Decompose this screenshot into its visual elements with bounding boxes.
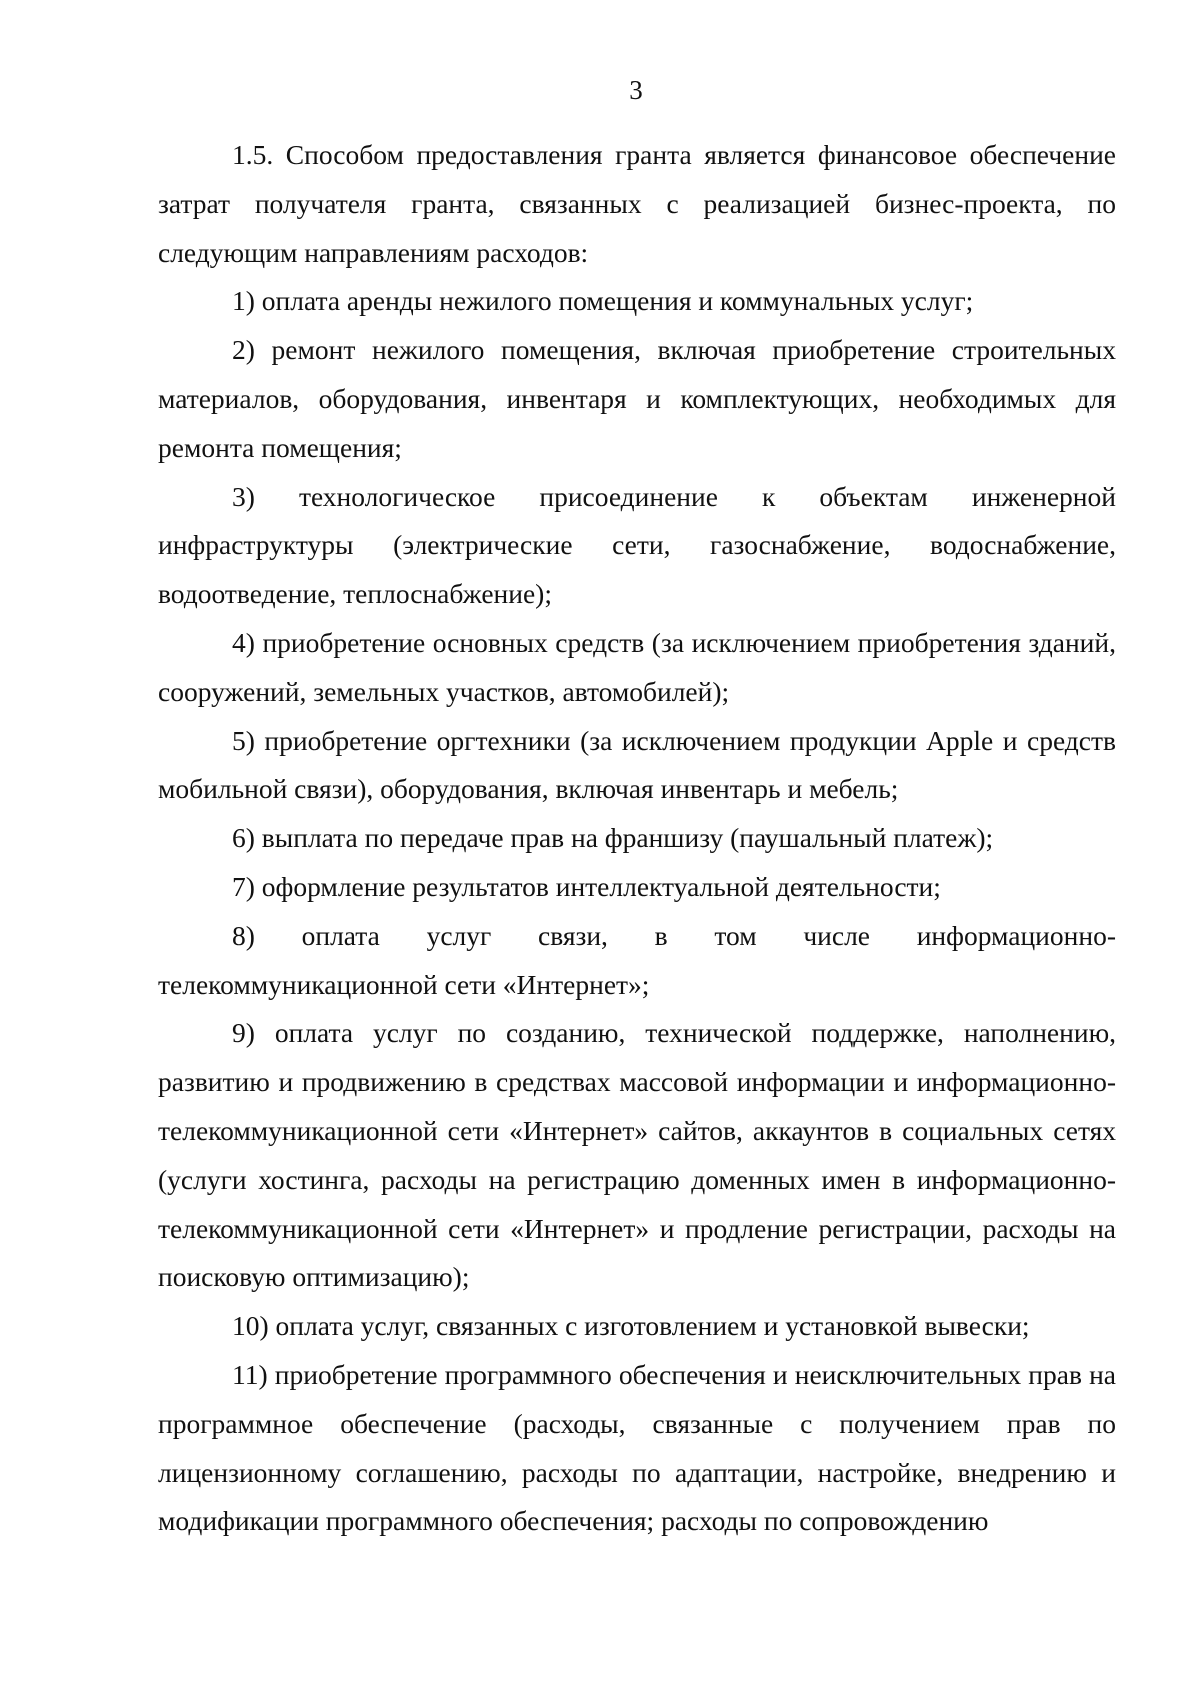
list-item-9: 9) оплата услуг по созданию, технической поддержке, наполнению, развитию и продвижению в средствах массовой информации и информационно-телекоммуникационной сети «Интернет» сайтов, аккаунтов в социальных сетях (услуги хостинга, расходы на регистрацию доменных имен в информационно-телекоммуникационной сети «Интернет» и продление регистрации, расходы на поисковую оптимизацию);	[158, 1017, 1116, 1293]
paragraph-1-5: 1.5. Способом предоставления гранта является финансовое обеспечение затрат получателя гранта, связанных с реализацией бизнес-проекта, по следующим направлениям расходов:	[158, 139, 1116, 268]
list-item-8: 8) оплата услуг связи, в том числе информационно-телекоммуникационной сети «Интернет»;	[158, 919, 1116, 1000]
list-item-2: 2) ремонт нежилого помещения, включая приобретение строительных материалов, оборудования, инвентаря и комплектующих, необходимых для ремонта помещения;	[158, 334, 1116, 463]
list-item-4: 4) приобретение основных средств (за исключением приобретения зданий, сооружений, земельных участков, автомобилей);	[158, 626, 1116, 707]
page-number: 3	[629, 75, 643, 105]
list-item-10: 10) оплата услуг, связанных с изготовлением и установкой вывески;	[232, 1310, 1030, 1342]
list-item-7: 7) оформление результатов интеллектуальной деятельности;	[232, 870, 941, 902]
list-item-11: 11) приобретение программного обеспечения и неисключительных прав на программное обеспечение (расходы, связанные с получением прав по лицензионному соглашению, расходы по адаптации, настройке, внедрению и модификации программного обеспечения; расходы по сопровождению	[158, 1358, 1116, 1537]
document-body	[158, 131, 1116, 1546]
list-item-6: 6) выплата по передаче прав на франшизу (паушальный платеж);	[232, 822, 994, 854]
list-item-1: 1) оплата аренды нежилого помещения и коммунальных услуг;	[232, 285, 974, 317]
list-item-5: 5) приобретение оргтехники (за исключением продукции Apple и средств мобильной связи), оборудования, включая инвентарь и мебель;	[158, 724, 1116, 805]
list-item-3: 3) технологическое присоединение к объектам инженерной инфраструктуры (электрические сети, газоснабжение, водоснабжение, водоотведение, теплоснабжение);	[158, 480, 1116, 610]
